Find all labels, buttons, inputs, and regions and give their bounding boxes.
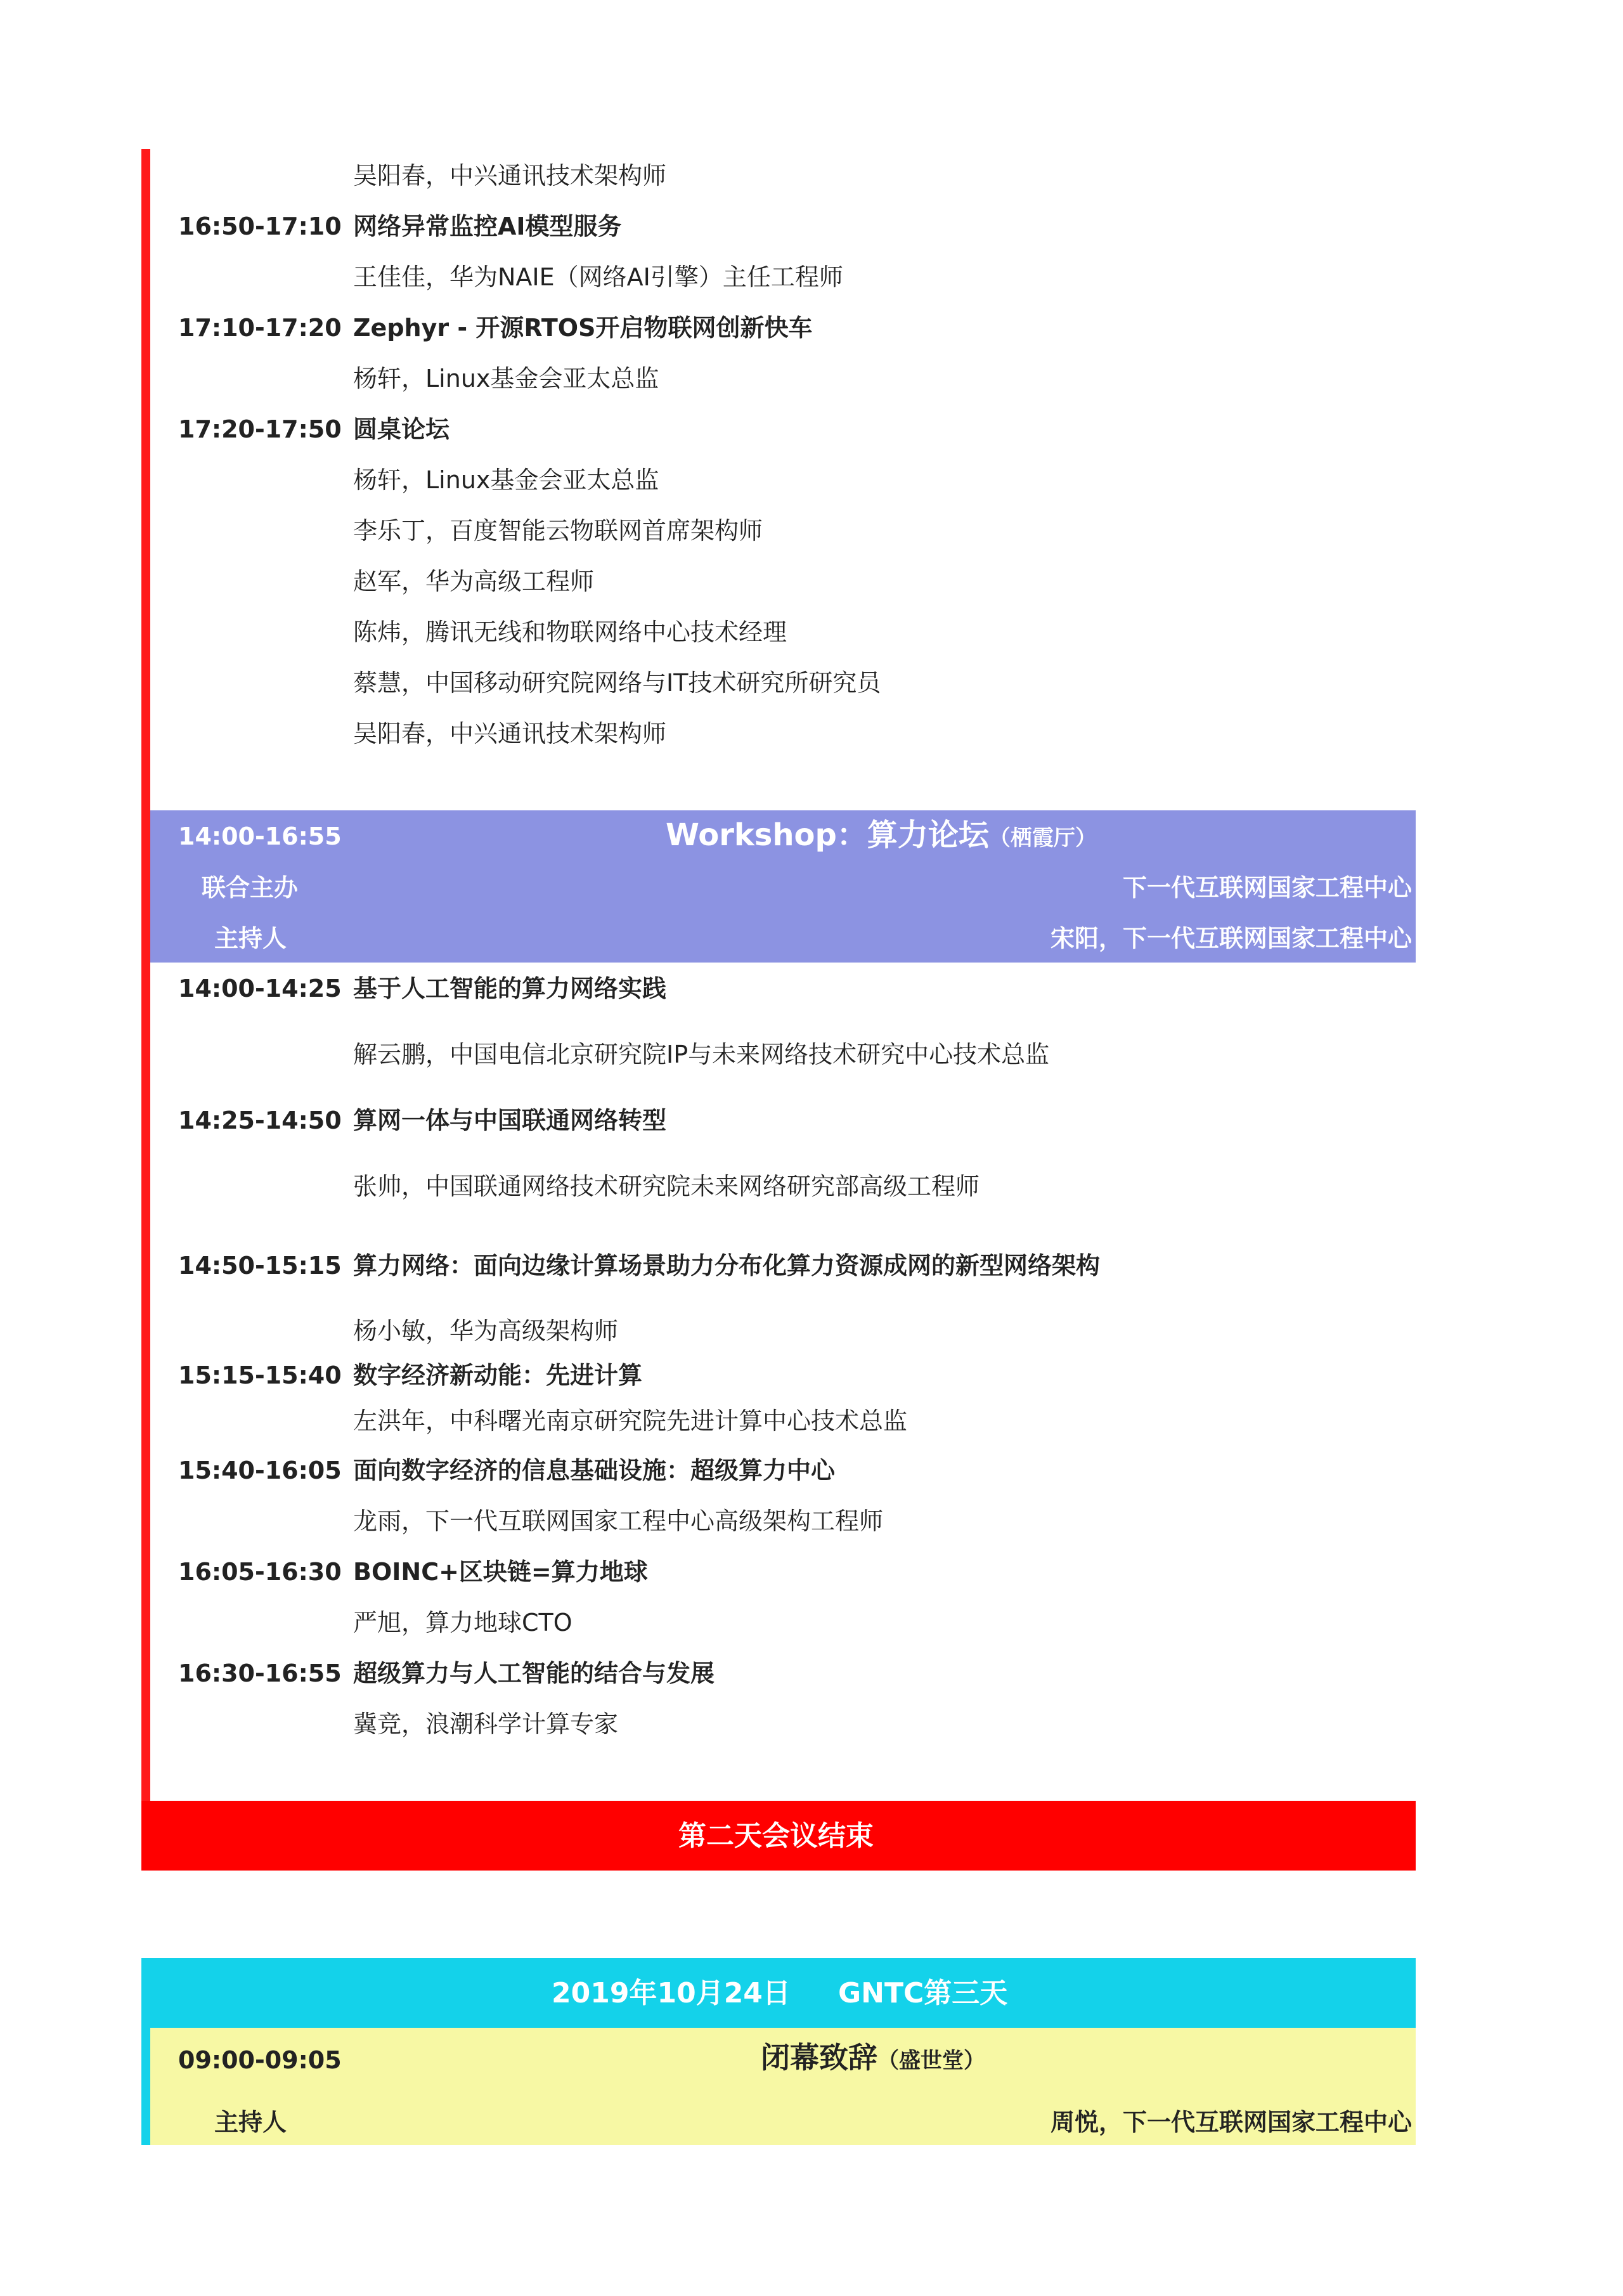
speaker: 左洪年，中科曙光南京研究院先进计算中心技术总监 [353,1407,908,1435]
speaker: 吴阳春，中兴通讯技术架构师 [353,162,667,190]
session-title: 面向数字经济的信息基础设施：超级算力中心 [353,1456,836,1484]
session-title: 算力网络：面向边缘计算场景助力分布化算力资源成网的新型网络架构 [353,1252,1101,1280]
panelist: 赵军，华为高级工程师 [353,568,595,595]
host-label: 主持人 [214,2108,287,2136]
session-time: 16:50-17:10 [178,212,342,240]
panelist: 陈炜，腾讯无线和物联网络中心技术经理 [353,618,787,646]
speaker: 杨轩，Linux基金会亚太总监 [353,365,659,392]
session-title: Zephyr - 开源RTOS开启物联网创新快车 [353,314,813,342]
day-end-text: 第二天会议结束 [678,1820,874,1852]
session-time: 15:15-15:40 [178,1361,342,1389]
speaker: 严旭，算力地球CTO [353,1609,572,1637]
speaker: 龙雨，下一代互联网国家工程中心高级架构工程师 [353,1507,884,1535]
host-value: 宋阳，下一代互联网国家工程中心 [1050,924,1412,952]
session-title: BOINC+区块链=算力地球 [353,1558,648,1586]
host-label: 主持人 [214,924,287,952]
left-red-bar [141,149,150,1810]
session-time: 17:20-17:50 [178,415,342,443]
speaker: 冀竞，浪潮科学计算专家 [353,1710,619,1738]
day3-left-bar [141,2028,150,2145]
workshop-time: 14:00-16:55 [178,822,342,850]
speaker: 王佳佳，华为NAIE（网络AI引擎）主任工程师 [353,263,843,291]
session-time: 14:50-15:15 [178,1252,342,1280]
session-title: 算网一体与中国联通网络转型 [353,1106,667,1134]
session-time: 17:10-17:20 [178,314,342,342]
speaker: 杨小敏，华为高级架构师 [353,1317,619,1345]
panelist: 吴阳春，中兴通讯技术架构师 [353,720,667,748]
day3-room: （盛世堂） [877,2048,985,2073]
speaker: 解云鹏，中国电信北京研究院IP与未来网络技术研究中心技术总监 [353,1041,1050,1068]
panelist: 杨轩，Linux基金会亚太总监 [353,466,659,494]
organizer-label: 联合主办 [202,874,299,902]
session-time: 16:05-16:30 [178,1558,342,1586]
organizer-value: 下一代互联网国家工程中心 [1122,874,1412,902]
session-time: 14:25-14:50 [178,1106,342,1134]
day3-title-row [761,2040,985,2075]
panelist: 蔡慧，中国移动研究院网络与IT技术研究所研究员 [353,669,881,697]
workshop-title: Workshop：算力论坛 [666,817,989,853]
session-title: 网络异常监控AI模型服务 [353,212,622,240]
session-time: 16:30-16:55 [178,1659,342,1687]
session-title: 超级算力与人工智能的结合与发展 [353,1659,715,1687]
session-time: 15:40-16:05 [178,1456,342,1484]
workshop-title-row [666,817,1097,853]
host-value: 周悦，下一代互联网国家工程中心 [1050,2108,1412,2136]
speaker: 张帅，中国联通网络技术研究院未来网络研究部高级工程师 [353,1172,980,1200]
session-time: 09:00-09:05 [178,2046,342,2074]
day3-date: 2019年10月24日 [552,1977,791,2009]
session-title: 数字经济新动能：先进计算 [353,1361,643,1389]
day3-title: 闭幕致辞 [761,2040,877,2075]
panelist: 李乐丁，百度智能云物联网首席架构师 [353,517,763,545]
workshop-room: （栖霞厅） [988,826,1097,851]
session-title: 圆桌论坛 [353,415,450,443]
day3-label: GNTC第三天 [838,1977,1008,2009]
session-title: 基于人工智能的算力网络实践 [353,975,667,1002]
session-time: 14:00-14:25 [178,975,342,1002]
